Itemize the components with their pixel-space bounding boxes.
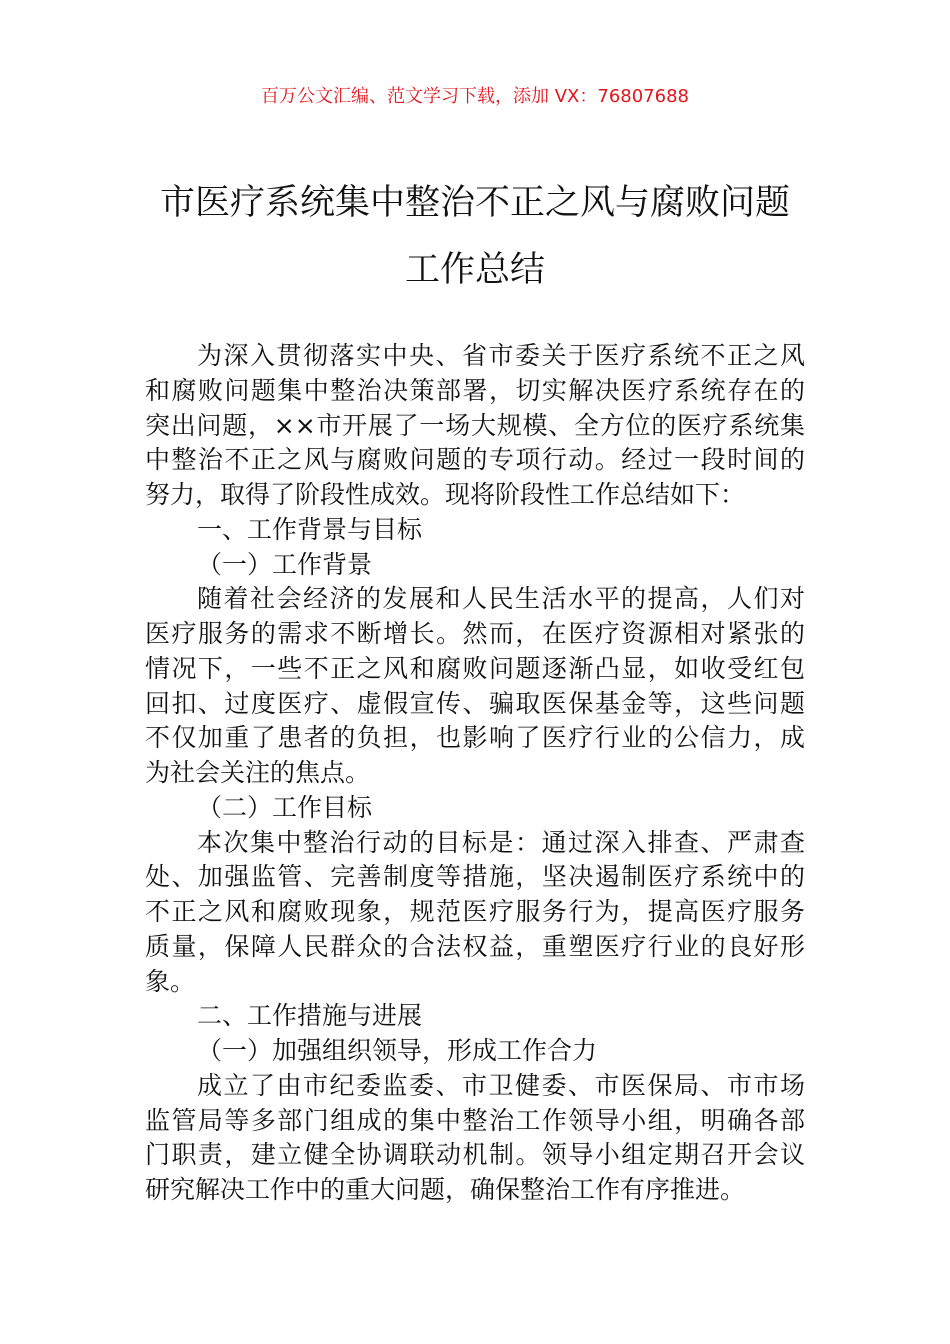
text-line: 研究解决工作中的重大问题，确保整治工作有序推进。	[145, 1175, 746, 1204]
text-line: 为社会关注的焦点。	[145, 758, 371, 787]
text-line: 突出问题，××市开展了一场大规模、全方位的医疗系统集	[145, 410, 805, 440]
text-line: 质量，保障人民群众的合法权益，重塑医疗行业的良好形	[145, 931, 805, 961]
text-line: 医疗服务的需求不断增长。然而，在医疗资源相对紧张的	[145, 619, 805, 648]
watermark-banner: 百万公文汇编、范文学习下载，添加 VX：76807688	[261, 86, 689, 107]
text-line: 门职责，建立健全协调联动机制。领导小组定期召开会议	[145, 1140, 805, 1170]
text-line: 处、加强监管、完善制度等措施，坚决遏制医疗系统中的	[145, 862, 805, 892]
document-body	[145, 339, 805, 1208]
text-line: 不仅加重了患者的负担，也影响了医疗行业的公信力，成	[145, 723, 805, 753]
text-line: 随着社会经济的发展和人民生活水平的提高，人们对	[197, 584, 805, 614]
text-line: 回扣、过度医疗、虚假宣传、骗取医保基金等，这些问题	[145, 688, 805, 718]
text-line: 和腐败问题集中整治决策部署，切实解决医疗系统存在的	[145, 375, 805, 405]
text-line: 本次集中整治行动的目标是：通过深入排查、严肃查	[197, 827, 805, 857]
text-line: 一、工作背景与目标	[197, 514, 423, 544]
text-line: 中整治不正之风与腐败问题的专项行动。经过一段时间的	[145, 445, 805, 475]
text-line: （二）工作目标	[197, 792, 373, 822]
text-line: 情况下，一些不正之风和腐败问题逐渐凸显，如收受红包	[145, 653, 805, 683]
text-line: 象。	[145, 966, 196, 996]
text-line: 为深入贯彻落实中央、省市委关于医疗系统不正之风	[197, 341, 805, 370]
text-line: 成立了由市纪委监委、市卫健委、市医保局、市市场	[197, 1070, 805, 1100]
text-line: 二、工作措施与进展	[197, 1001, 423, 1031]
document-title-line-1: 市医疗系统集中整治不正之风与腐败问题	[159, 183, 790, 223]
document-title-line-2: 工作总结	[404, 250, 545, 290]
text-line: 不正之风和腐败现象，规范医疗服务行为，提高医疗服务	[145, 897, 805, 926]
text-line: （一）工作背景	[197, 549, 373, 579]
text-line: 努力，取得了阶段性成效。现将阶段性工作总结如下：	[145, 480, 746, 509]
text-line: （一）加强组织领导，形成工作合力	[197, 1036, 598, 1065]
text-line: 监管局等多部门组成的集中整治工作领导小组，明确各部	[145, 1105, 805, 1135]
